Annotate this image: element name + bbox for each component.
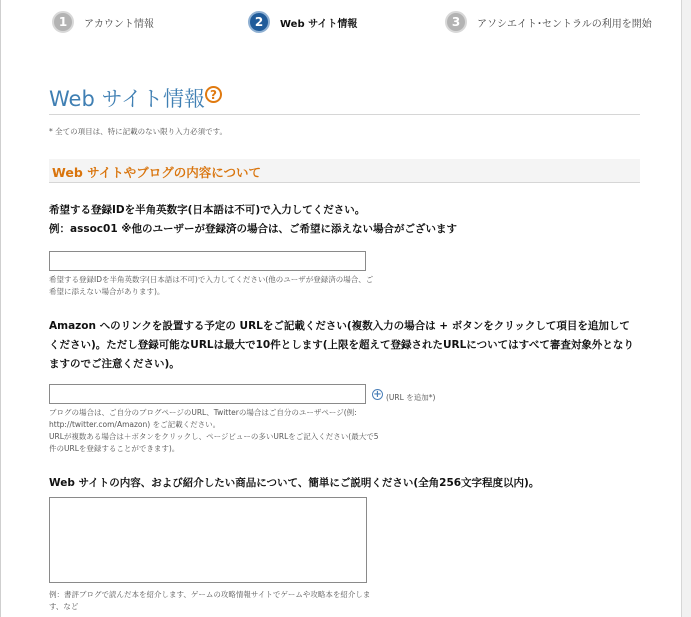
url-hint (49, 407, 379, 455)
login-id-input[interactable] (49, 251, 366, 271)
hint-line: ブログの場合は、ご自分のブログページのURL、Twitterの場合はご自分のユーザページ(例: http://twitter.com/Amazon) をご記載ください。 (49, 408, 357, 429)
section-title: Web サイトやブログの内容について (52, 165, 261, 180)
add-url-button[interactable]: + (373, 389, 382, 400)
step-number: 1 (52, 11, 74, 33)
add-url-label: (URL を追加*) (386, 393, 436, 402)
step-3 (445, 10, 652, 34)
step-label: アソシエイト･セントラルの利用を開始 (477, 18, 652, 30)
step-label: アカウント情報 (84, 18, 154, 30)
question-description: Web サイトの内容、および紹介したい商品について、簡単にご説明ください(全角256文字程度以内)。 (49, 477, 540, 489)
step-2 (248, 10, 357, 34)
description-hint: 例：書評ブログで読んだ本を紹介します、ゲームの攻略情報サイトでゲームや攻略本を紹介します、など (49, 590, 371, 611)
hint-line: URLが複数ある場合は＋ボタンをクリックし、ページビューの多いURLをご記入ください(最大で5件のURLを登録することができます)。 (49, 432, 379, 453)
help-icon[interactable]: ? (205, 86, 222, 103)
page-title: Web サイト情報 (49, 87, 205, 111)
step-number: 2 (248, 11, 270, 33)
step-label: Web サイト情報 (280, 18, 358, 30)
question-line: 希望する登録IDを半角英数字(日本語は不可)で入力してください。 (49, 204, 366, 216)
login-id-hint: 希望する登録IDを半角英数字(日本語は不可)で入力してください(他のユーザが登録済の場合、ご希望に添えない場合があります)。 (49, 275, 374, 296)
step-number: 3 (445, 11, 467, 33)
url-input[interactable] (49, 384, 366, 404)
question-login-id (49, 201, 639, 239)
step-1 (52, 10, 154, 34)
question-url: Amazon へのリンクを設置する予定の URLをご記載ください(複数入力の場合は + ボタンをクリックして項目を追加してください)。ただし登録可能なURLは最大で10件とします(上限を超えて登録されたURLについてはすべて審査対象外となりますのでご注意ください)。 (49, 320, 634, 370)
question-line: 例：assoc01 ※他のユーザーが登録済の場合は、ご希望に添えない場合がございます (49, 223, 457, 235)
description-textarea[interactable] (49, 497, 367, 583)
section-header (49, 159, 640, 183)
title-divider (49, 114, 640, 115)
required-note: * 全ての項目は、特に記載のない限り入力必須です。 (49, 127, 228, 136)
window-edge (681, 0, 691, 617)
